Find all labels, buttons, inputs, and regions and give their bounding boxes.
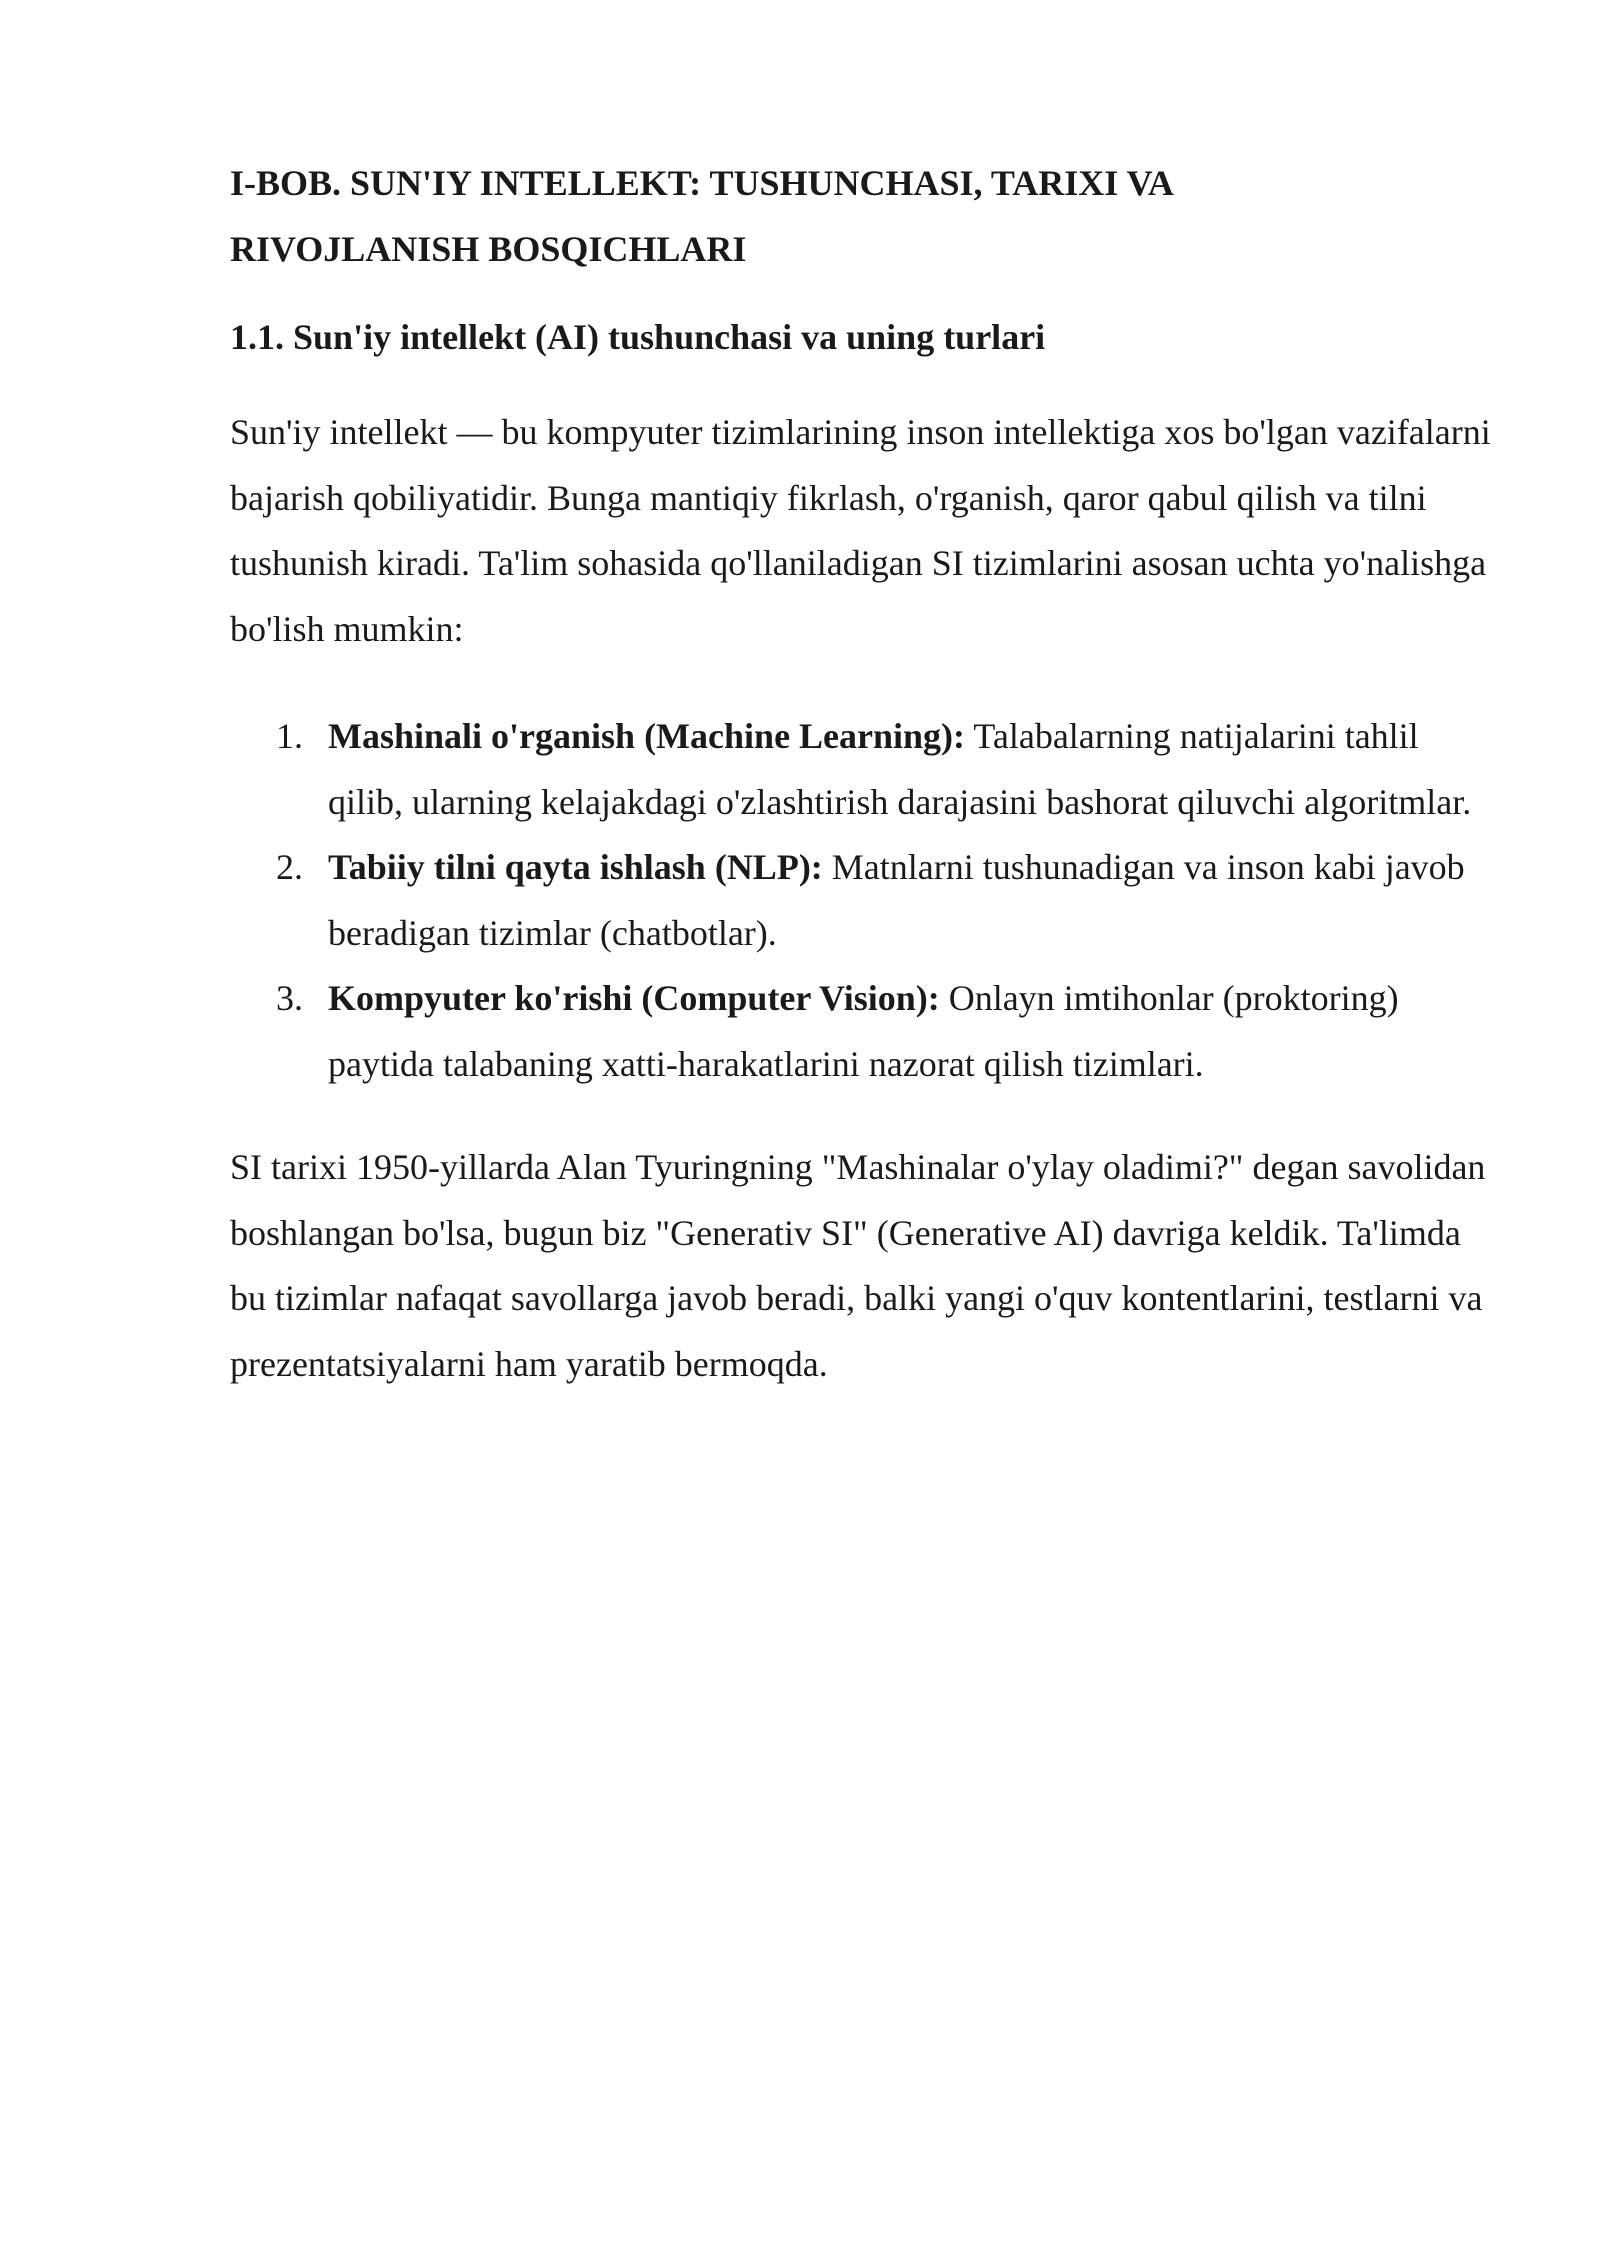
chapter-title: I-BOB. SUN'IY INTELLEKT: TUSHUNCHASI, TARIXI VA RIVOJLANISH BOSQICHLARI: [230, 163, 1172, 269]
ai-types-list: [230, 704, 1500, 1097]
history-paragraph: SI tarixi 1950-yillarda Alan Tyuringning "Mashinalar o'ylay oladimi?" degan savolidan boshlangan bo'lsa, bugun biz "Generativ SI" (Generative AI) davriga keldik. Ta'limda bu tizimlar nafaqat savollarga javob beradi, balki yangi o'quv kontentlarini, testlarni va prezentatsiyalarni ham yaratib bermoqda.: [230, 1147, 1486, 1384]
intro-paragraph: Sun'iy intellekt — bu kompyuter tizimlarining inson intellektiga xos bo'lgan vazifalarni bajarish qobiliyatidir. Bunga mantiqiy fikrlash, o'rganish, qaror qabul qilish va tilni tushunish kiradi. Ta'lim sohasida qo'llaniladigan SI tizimlarini asosan uchta yo'nalishga bo'lish mumkin:: [230, 412, 1491, 649]
section-title: 1.1. Sun'iy intellekt (AI) tushunchasi va uning turlari: [230, 317, 1046, 357]
list-item: [230, 704, 1500, 835]
list-item-term: Kompyuter ko'rishi (Computer Vision):: [328, 978, 940, 1018]
list-item-number: 1.: [276, 716, 303, 756]
list-item: [230, 966, 1500, 1097]
document-page: [230, 150, 1500, 1397]
list-item-description: Matnlarni tushunadigan va inson kabi javob beradigan tizimlar (chatbotlar).: [328, 847, 1465, 953]
list-item-term: Mashinali o'rganish (Machine Learning):: [328, 716, 966, 756]
list-item-description: Talabalarning natijalarini tahlil qilib, ularning kelajakdagi o'zlashtirish darajasini bashorat qiluvchi algoritmlar.: [328, 716, 1472, 822]
list-item-number: 2.: [276, 847, 303, 887]
list-item-description: Onlayn imtihonlar (proktoring) paytida talabaning xatti-harakatlarini nazorat qilish tizimlari.: [328, 978, 1399, 1084]
list-item-term: Tabiiy tilni qayta ishlash (NLP):: [328, 847, 823, 887]
list-item-number: 3.: [276, 978, 303, 1018]
list-item: [230, 835, 1500, 966]
